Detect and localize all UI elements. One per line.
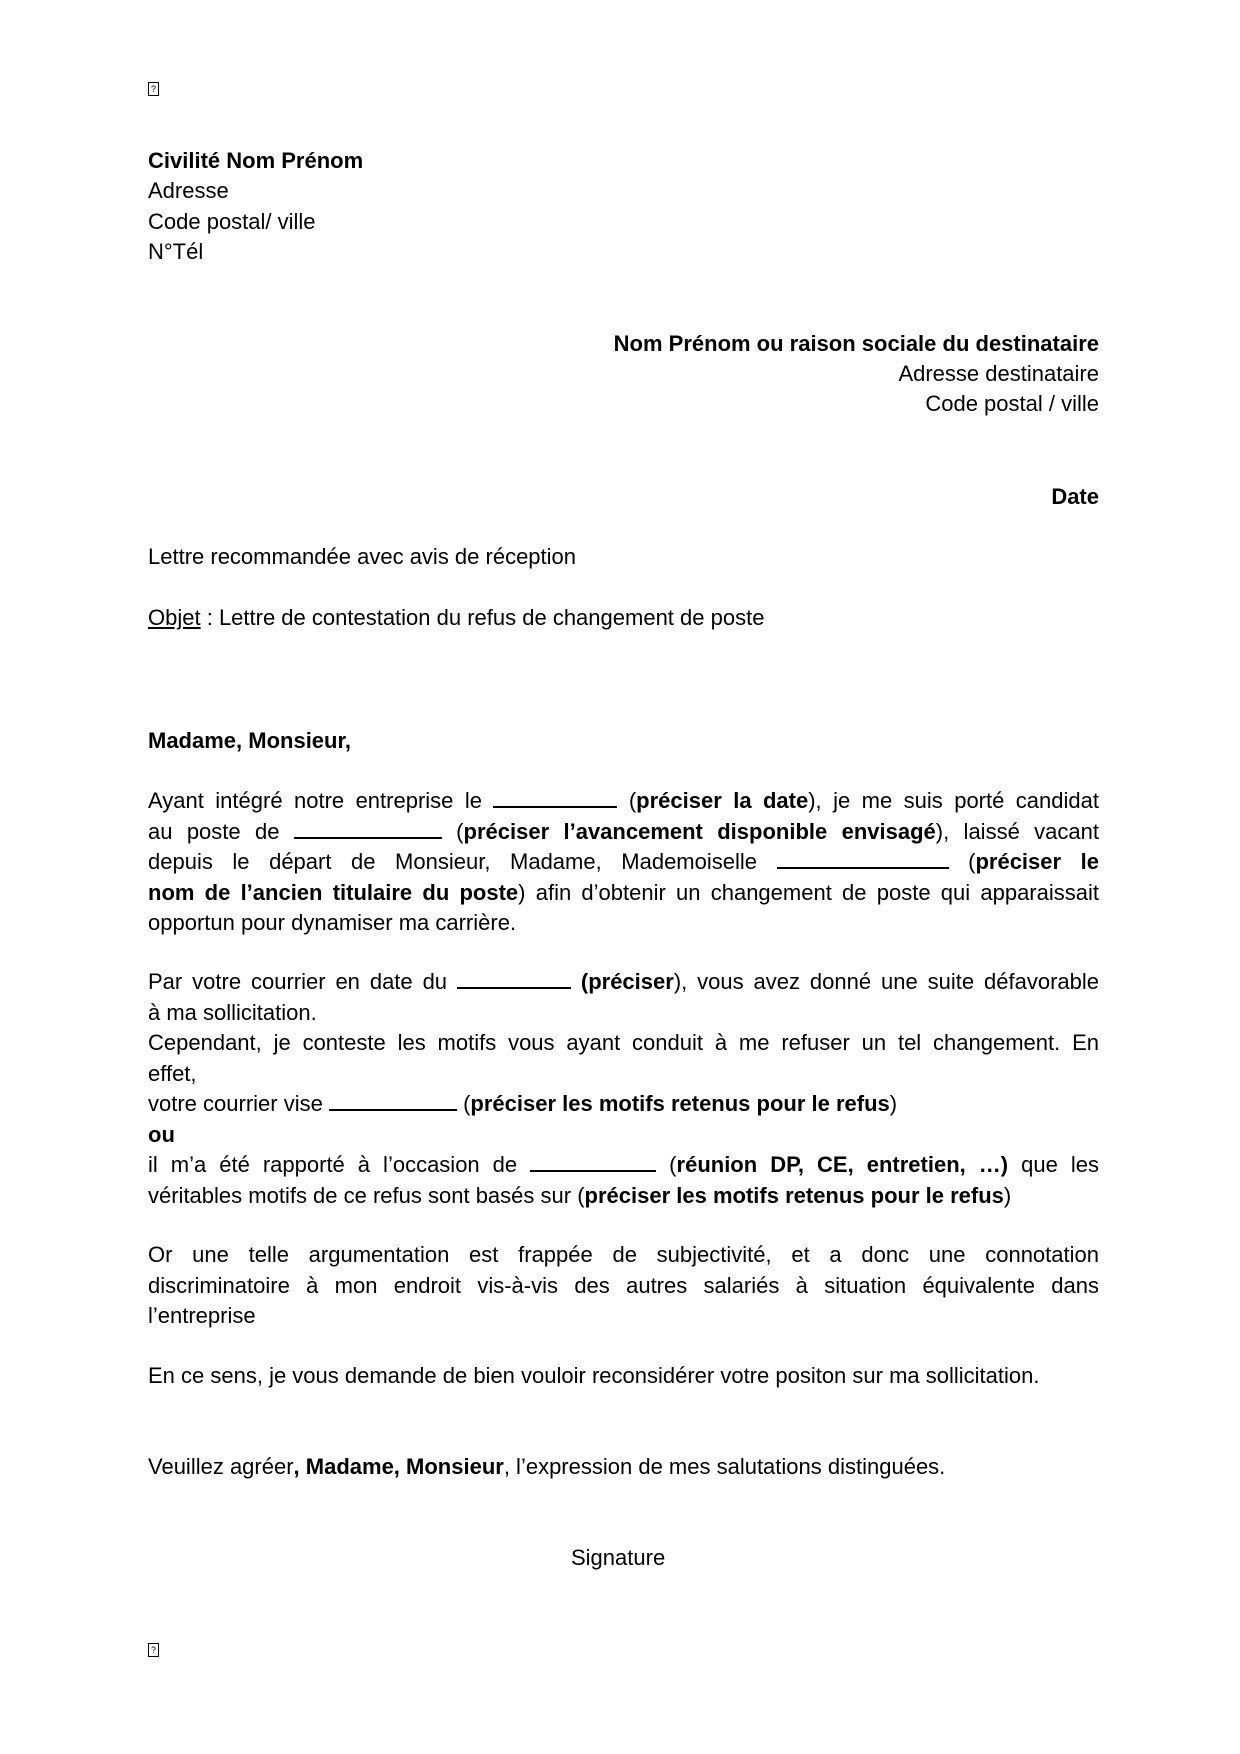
blank-field (294, 817, 442, 839)
paragraph-line: Ayant intégré notre entreprise le (préciser la date), je me suis porté candidat (148, 788, 1099, 813)
recipient-city: Code postal / ville (925, 391, 1099, 416)
paragraph-line: ou (148, 1121, 175, 1147)
letter-date: Date (1051, 484, 1099, 509)
subject-label: Objet (148, 605, 201, 630)
paragraph-line: nom de l’ancien titulaire du poste) afin d’obtenir un changement de poste qui apparaissait (148, 879, 1099, 905)
paragraph-argument (148, 1240, 1099, 1332)
paragraph-contestation (148, 967, 1099, 1211)
closing-formula: Veuillez agréer, Madame, Monsieur, l’expression de mes salutations distinguées. (148, 1454, 946, 1479)
recipient-address: Adresse destinataire (898, 361, 1099, 386)
paragraph-request: En ce sens, je vous demande de bien vouloir reconsidérer votre positon sur ma sollicitation. (148, 1363, 1040, 1388)
blank-field (329, 1089, 457, 1111)
paragraph-line: Par votre courrier en date du (préciser), vous avez donné une suite défavorable (148, 969, 1099, 994)
blank-field (777, 847, 949, 869)
sender-city: Code postal/ ville (148, 209, 316, 234)
sending-mode: Lettre recommandée avec avis de réception (148, 544, 577, 569)
paragraph-line: depuis le départ de Monsieur, Madame, Mademoiselle (préciser le (148, 849, 1099, 874)
paragraph-line: au poste de (préciser l’avancement disponible envisagé), laissé vacant (148, 818, 1099, 844)
subject-line (148, 603, 764, 633)
sender-address: Adresse (148, 178, 229, 203)
paragraph-line: à ma sollicitation. (148, 999, 317, 1025)
paragraph-line: il m’a été rapporté à l’occasion de (réunion DP, CE, entretien, …) que les (148, 1152, 1099, 1177)
paragraph-line: Cependant, je conteste les motifs vous ayant conduit à me refuser un tel changement. En (148, 1030, 1099, 1055)
blank-field (530, 1150, 656, 1172)
signature: Signature (571, 1545, 666, 1570)
sender-name: Civilité Nom Prénom (148, 148, 364, 173)
paragraph-candidacy (148, 786, 1099, 939)
placeholder-glyph-icon: ? (148, 1643, 159, 1657)
sender-phone: N°Tél (148, 239, 204, 264)
paragraph-line: votre courrier vise (préciser les motifs retenus pour le refus) (148, 1091, 898, 1116)
paragraph-line: opportun pour dynamiser ma carrière. (148, 910, 517, 935)
paragraph-line: véritables motifs de ce refus sont basés sur (préciser les motifs retenus pour le refus) (148, 1182, 1012, 1208)
paragraph-line: discriminatoire à mon endroit vis-à-vis des autres salariés à situation équivalente dans (148, 1272, 1099, 1298)
salutation: Madame, Monsieur, (148, 728, 351, 753)
subject-text: Lettre de contestation du refus de changement de poste (218, 605, 765, 630)
recipient-name: Nom Prénom ou raison sociale du destinataire (613, 331, 1099, 356)
subject-separator: : (200, 605, 219, 630)
paragraph-line: Or une telle argumentation est frappée de subjectivité, et a donc une connotation (148, 1242, 1099, 1267)
blank-field (457, 967, 571, 989)
blank-field (493, 786, 617, 808)
paragraph-line: effet, (148, 1060, 197, 1086)
paragraph-line: l’entreprise (148, 1303, 256, 1328)
placeholder-glyph-icon: ? (148, 82, 159, 96)
